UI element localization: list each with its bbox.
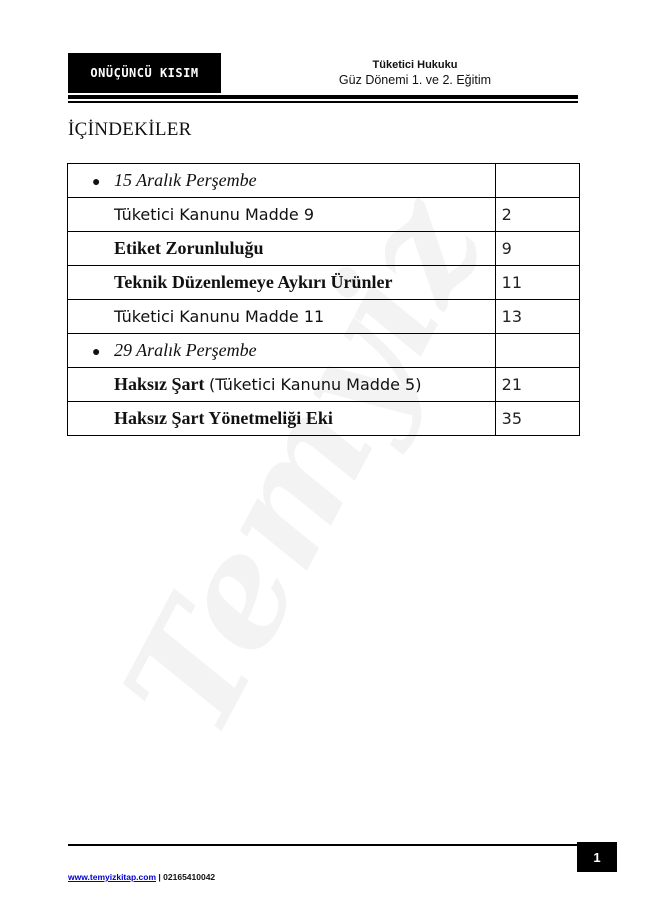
toc-entry-title[interactable]: Tüketici Kanunu Madde 11 [114, 306, 325, 326]
page-number: 1 [593, 849, 601, 865]
toc-heading: İÇİNDEKİLER [68, 119, 192, 140]
toc-row[interactable] [68, 198, 580, 232]
bullet-icon: ● [92, 173, 101, 189]
phone-number: 02165410042 [163, 872, 216, 882]
toc-date-cell [68, 164, 496, 198]
header-rule-thin [68, 101, 578, 103]
toc-title-cell [68, 402, 496, 436]
course-header [300, 58, 530, 88]
toc-date-cell [68, 334, 496, 368]
bullet-icon: ● [92, 343, 101, 359]
website-link[interactable]: www.temyizkitap.com [68, 872, 157, 882]
toc-page-cell [495, 334, 579, 368]
toc-title-cell [68, 266, 496, 300]
toc-title-cell [68, 368, 496, 402]
toc-row[interactable] [68, 300, 580, 334]
toc-row[interactable] [68, 164, 580, 198]
toc-page-cell [495, 164, 579, 198]
toc-title-cell [68, 232, 496, 266]
part-label-box [68, 53, 221, 93]
header-rule-thick [68, 95, 578, 99]
toc-entry-title[interactable]: Tüketici Kanunu Madde 9 [114, 204, 314, 224]
footer-contact [68, 872, 215, 882]
part-label: ONÜÇÜNCÜ KISIM [90, 66, 199, 80]
toc-page-cell: 9 [495, 232, 579, 266]
toc-row[interactable] [68, 232, 580, 266]
toc-entry-title[interactable]: Teknik Düzenlemeye Aykırı Ürünler [114, 272, 393, 292]
toc-entry-title[interactable]: Haksız Şart Yönetmeliği Eki [114, 408, 333, 428]
toc-page-cell: 35 [495, 402, 579, 436]
toc-entry-title-extra[interactable]: (Tüketici Kanunu Madde 5) [208, 375, 422, 394]
page-number-box [577, 842, 617, 872]
course-subtitle: Güz Dönemi 1. ve 2. Eğitim [338, 73, 492, 87]
toc-page-cell: 2 [495, 198, 579, 232]
course-title: Tüketici Hukuku [372, 59, 458, 71]
toc-date-title: 29 Aralık Perşembe [114, 340, 257, 360]
toc-row[interactable] [68, 368, 580, 402]
toc-entry-title-main[interactable]: Haksız Şart [114, 374, 205, 394]
toc-row[interactable] [68, 334, 580, 368]
toc-title-cell [68, 198, 496, 232]
toc-title-cell [68, 300, 496, 334]
toc-page-cell: 13 [495, 300, 579, 334]
toc-row[interactable] [68, 266, 580, 300]
toc-date-title: 15 Aralık Perşembe [114, 170, 257, 190]
footer-separator: | [158, 872, 161, 882]
toc-page-cell: 21 [495, 368, 579, 402]
toc-row[interactable] [68, 402, 580, 436]
toc-page-cell: 11 [495, 266, 579, 300]
footer-rule [68, 844, 578, 846]
toc-table [67, 163, 580, 436]
toc-entry-title[interactable]: Etiket Zorunluluğu [114, 238, 264, 258]
